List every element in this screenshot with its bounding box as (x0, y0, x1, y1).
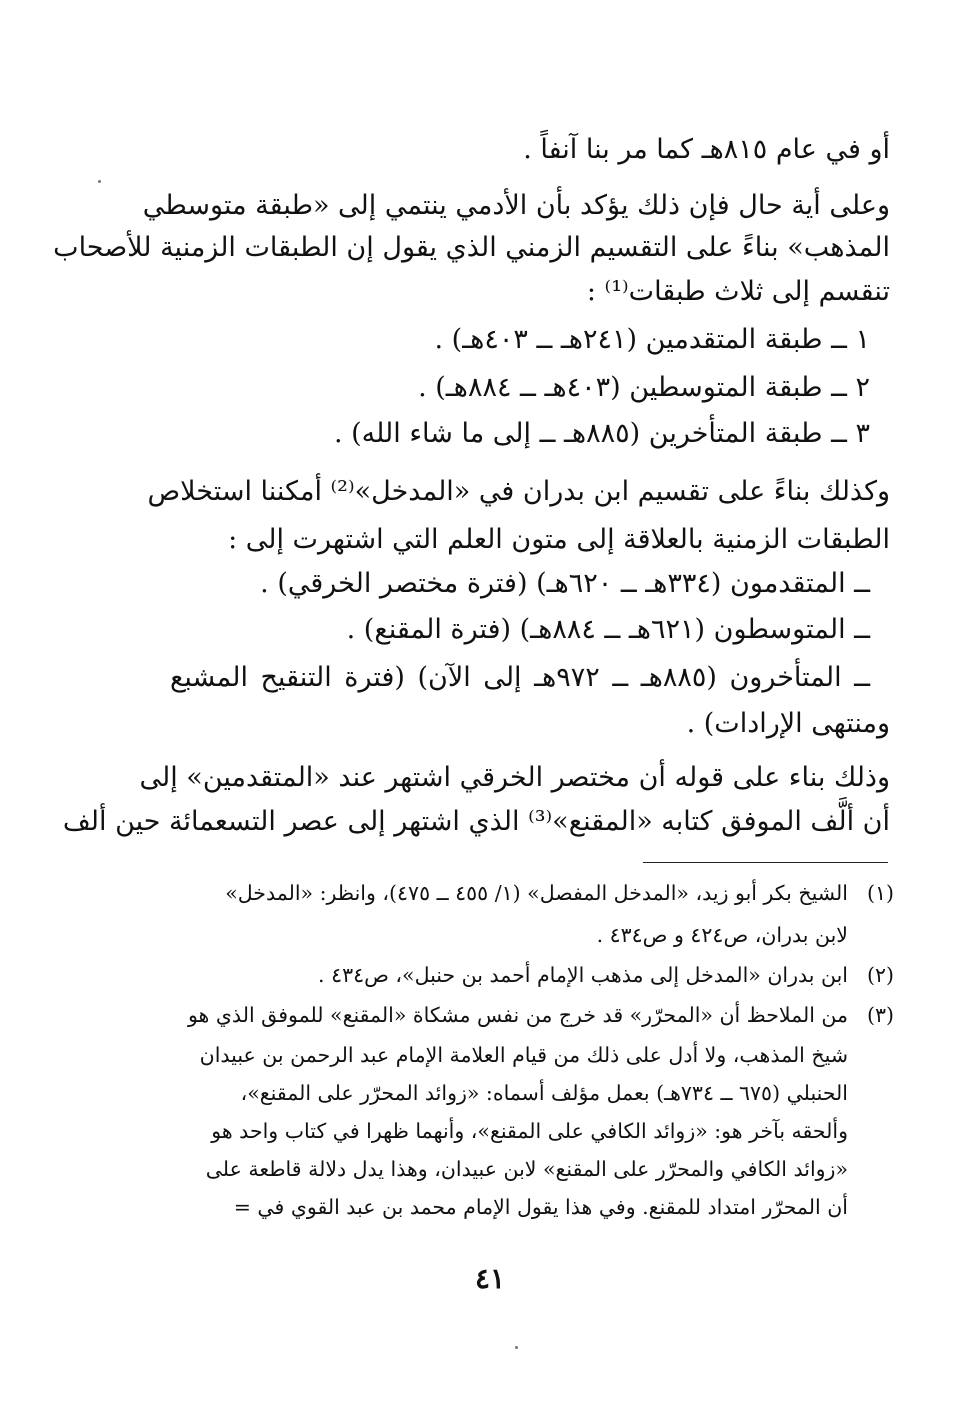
footnote-text: من الملاحظ أن «المحرّر» قد خرج من نفس مشكاة «المقنع» للموفق الذي هو (187, 1003, 848, 1027)
footnote-number: (٢) (866, 963, 894, 987)
list-item-1: ١ ــ طبقة المتقدمين (٢٤١هـ ــ ٤٠٣هـ) . (434, 324, 870, 355)
list-item-4: ــ المتقدمون (٣٣٤هـ ــ ٦٢٠هـ) (فترة مختصر الخرقي) . (260, 568, 870, 599)
footnote-text: الشيخ بكر أبو زيد، «المدخل المفصل» (١/ ٤٥٥ ــ ٤٧٥)، وانظر: «المدخل» (225, 881, 848, 905)
list-item-2: ٢ ــ طبقة المتوسطين (٤٠٣هـ ــ ٨٨٤هـ) . (418, 372, 870, 403)
footnote-3 (159, 998, 894, 1032)
footnote-text: ابن بدران «المدخل إلى مذهب الإمام أحمد بن حنبل»، ص٤٣٤ . (318, 963, 848, 987)
footnote-separator (643, 862, 888, 863)
body-line-8: وكذلك بناءً على تقسيم ابن بدران في «المدخل»⁽²⁾ أمكننا استخلاص (147, 476, 890, 507)
footnote-1 (159, 876, 894, 910)
body-line-14: وذلك بناء على قوله أن مختصر الخرقي اشتهر عند «المتقدمين» إلى (139, 762, 890, 793)
footnote-3-line-6: أن المحرّر امتداد للمقنع. وفي هذا يقول الإمام محمد بن عبد القوي في = (233, 1195, 848, 1219)
footnote-3-line-2: شيخ المذهب، ولا أدل على ذلك من قيام العلامة الإمام عبد الرحمن بن عبيدان (199, 1043, 848, 1067)
footnote-3-line-5: «زوائد الكافي والمحرّر على المقنع» لابن عبيدان، وهذا يدل دلالة قاطعة على (205, 1157, 848, 1181)
body-line-2: وعلى أية حال فإن ذلك يؤكد بأن الأدمي ينتمي إلى «طبقة متوسطي (142, 190, 890, 221)
page-number: ٤١ (474, 1262, 506, 1295)
body-line-13: ومنتهى الإرادات) . (686, 708, 890, 739)
footnote-number: (٣) (866, 1003, 894, 1027)
list-item-3: ٣ ــ طبقة المتأخرين (٨٨٥هـ ــ إلى ما شاء الله) . (333, 418, 870, 449)
footnote-3-line-3: الحنبلي (٦٧٥ ــ ٧٣٤هـ) بعمل مؤلف أسماه: «زوائد المحرّر على المقنع»، (240, 1081, 848, 1105)
scan-speck (515, 1346, 518, 1349)
footnote-3-line-4: وألحقه بآخر هو: «زوائد الكافي على المقنع»، وأنهما ظهرا في كتاب واحد هو (211, 1119, 848, 1143)
list-item-5: ــ المتوسطون (٦٢١هـ ــ ٨٨٤هـ) (فترة المقنع) . (346, 614, 870, 645)
body-line-3: المذهب» بناءً على التقسيم الزمني الذي يقول إن الطبقات الزمنية للأصحاب (53, 232, 890, 263)
footnote-2 (159, 958, 894, 992)
body-line-15: أن ألَّف الموفق كتابه «المقنع»⁽³⁾ الذي اشتهر إلى عصر التسعمائة حين ألف (62, 806, 890, 837)
list-item-6: ــ المتأخرون (٨٨٥هـ ــ ٩٧٢هـ إلى الآن) (فترة التنقيح المشبع (170, 662, 871, 693)
scan-speck (98, 180, 101, 183)
footnote-number: (١) (866, 881, 894, 905)
body-line-4: تنقسم إلى ثلاث طبقات⁽¹⁾ : (586, 276, 890, 307)
footnote-1-line-2: لابن بدران، ص٤٢٤ و ص٤٣٤ . (596, 923, 848, 947)
body-line-9: الطبقات الزمنية بالعلاقة إلى متون العلم التي اشتهرت إلى : (228, 524, 890, 555)
body-line-1: أو في عام ٨١٥هـ كما مر بنا آنفاً . (523, 134, 890, 165)
